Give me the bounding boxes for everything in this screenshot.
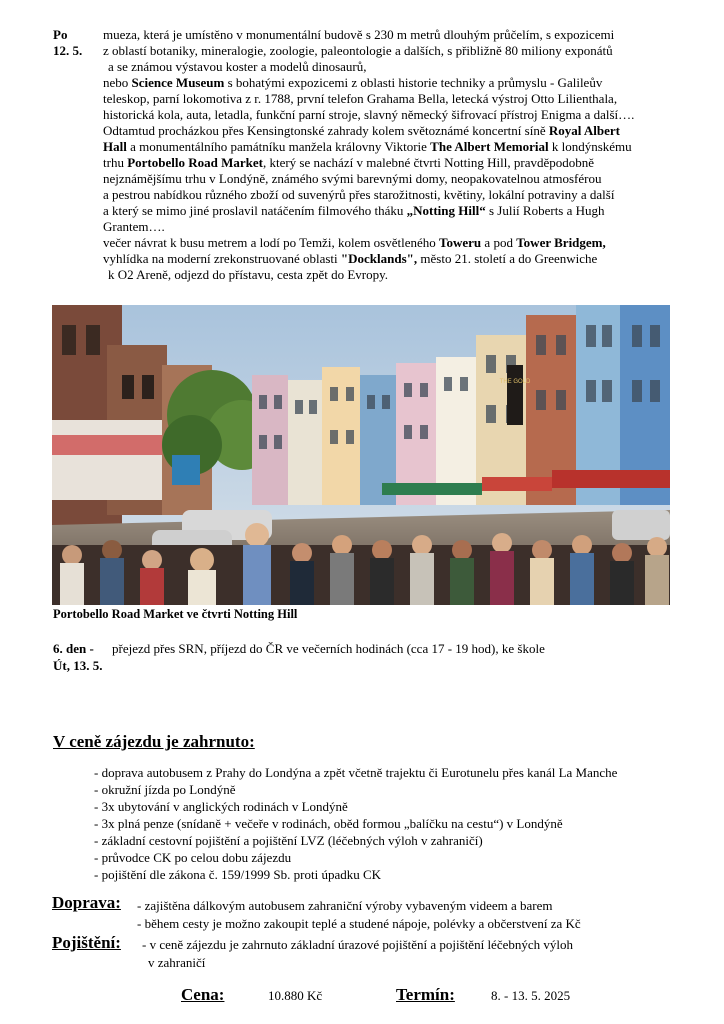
day5-line <box>103 75 634 91</box>
shop-sign-text: THE GOLD <box>499 379 531 385</box>
day5-line <box>103 139 634 155</box>
text-run: a pod <box>481 235 517 250</box>
day5-line <box>103 155 634 171</box>
text-run: a pestrou nabídkou různého zboží od suvenýrů přes starožitnosti, květiny, lokální potraviny a další <box>103 187 615 202</box>
text-run: vyhlídka na moderní zrekonstruované oblasti <box>103 251 341 266</box>
text-run: Grantem…. <box>103 219 165 234</box>
day5-line <box>103 123 634 139</box>
term-value: 8. - 13. 5. 2025 <box>491 988 571 1003</box>
day5-line <box>103 27 634 43</box>
text-run: k O2 Areně, odjezd do přístavu, cesta zpět do Evropy. <box>108 267 389 282</box>
day5-line <box>103 235 634 251</box>
text-run: a monumentálního památníku manžela královny Viktorie <box>126 139 431 154</box>
day5-description <box>103 27 634 283</box>
day6-description: přejezd přes SRN, příjezd do ČR ve večerních hodinách (cca 17 - 19 hod), ke škole <box>112 641 545 656</box>
text-run: trhu <box>103 155 128 170</box>
highlight-royal-albert: Royal Albert <box>548 123 620 138</box>
portobello-photo <box>52 305 670 605</box>
transport-label: Doprava: <box>52 893 121 912</box>
day5-line <box>103 267 634 283</box>
insurance-details <box>142 936 573 972</box>
text-run: mueza, která je umístěno v monumentální budově s 230 m metrů dlouhým průčelím, s expozicemi <box>103 27 615 42</box>
included-item: - 3x ubytování v anglických rodinách v Londýně <box>94 799 348 814</box>
day5-line <box>103 171 634 187</box>
included-item: - základní cestovní pojištění a pojištění LVZ (léčebných výloh v zahraničí) <box>94 833 483 848</box>
term-label: Termín: <box>396 985 455 1004</box>
day5-line <box>103 59 634 75</box>
day5-date: 12. 5. <box>53 43 83 58</box>
day5-label <box>53 27 82 59</box>
text-run: z oblastí botaniky, mineralogie, zoologie, paleontologie a dalších, s přibližně 80 miliony exponátů <box>103 43 613 58</box>
included-list <box>94 764 617 883</box>
day6-label <box>53 640 102 674</box>
included-item: - doprava autobusem z Prahy do Londýna a zpět včetně trajektu či Eurotunelu přes kanál La Manche <box>94 765 618 780</box>
text-run: nejznámějšímu trhu v Londýně, známého svými barevnými domy, neopakovatelnou atmosférou <box>103 171 602 186</box>
day5-line <box>103 107 634 123</box>
highlight-science-museum: Science Museum <box>131 75 225 90</box>
text-run: s bohatými expozicemi z oblasti historie techniky a průmyslu - Galileův <box>224 75 603 90</box>
day5-line <box>103 251 634 267</box>
highlight-albert-memorial: The Albert Memorial <box>430 139 549 154</box>
insurance-label: Pojištění: <box>52 933 121 952</box>
included-item: - okružní jízda po Londýně <box>94 782 236 797</box>
day5-line <box>103 219 634 235</box>
text-run: večer návrat k busu metrem a lodí po Temži, kolem osvětleného <box>103 235 440 250</box>
day5-line <box>103 43 634 59</box>
text-run: historická kola, auta, letadla, funkční parní stroje, slavný německý šifrovací přístroj Enigma a další…. <box>103 107 635 122</box>
highlight-portobello: Portobello Road Market <box>127 155 263 170</box>
text-run: město 21. století a do Greenwiche <box>417 251 598 266</box>
text-run: teleskop, parní lokomotiva z r. 1788, první telefon Grahama Bella, letecká výstroj Otto Lilienthala, <box>103 91 618 106</box>
day5-line <box>103 187 634 203</box>
day5-line <box>103 203 634 219</box>
text-run: a který se mimo jiné proslavil natáčením filmového tháku <box>103 203 407 218</box>
text-run: nebo <box>103 75 132 90</box>
insurance-line: v zahraničí <box>148 955 206 970</box>
text-run: s Julií Roberts a Hugh <box>485 203 605 218</box>
text-run: Odtamtud procházkou přes Kensingtonské zahrady kolem světoznámé koncertní síně <box>103 123 549 138</box>
shop-sign <box>507 365 523 425</box>
day6-number: 6. den - <box>53 641 94 656</box>
text-run: k londýnskému <box>548 139 632 154</box>
day5-line <box>103 91 634 107</box>
insurance-line: - v ceně zájezdu je zahrnuto základní úrazové pojištění a pojištění léčebných výloh <box>142 937 573 952</box>
day6-date: Út, 13. 5. <box>53 658 103 673</box>
text-run: , který se nachází v malebné čtvrti Notting Hill, pravděpodobně <box>262 155 595 170</box>
transport-details <box>137 897 581 933</box>
transport-line: - během cesty je možno zakoupit teplé a studené nápoje, polévky a občerstvení za Kč <box>137 916 581 931</box>
photo-caption: Portobello Road Market ve čtvrti Notting Hill <box>53 607 298 621</box>
day5-weekday: Po <box>53 27 68 42</box>
price-value: 10.880 Kč <box>268 988 323 1003</box>
highlight-notting-hill: „Notting Hill“ <box>406 203 486 218</box>
highlight-tower-bridge: Tower Bridgem, <box>516 235 606 250</box>
highlight-docklands: "Docklands", <box>340 251 418 266</box>
included-item: - pojištění dle zákona č. 159/1999 Sb. proti úpadku CK <box>94 867 382 882</box>
highlight-tower: Toweru <box>439 235 482 250</box>
included-item: - průvodce CK po celou dobu zájezdu <box>94 850 292 865</box>
transport-line: - zajištěna dálkovým autobusem zahraniční výroby vybaveným videem a barem <box>137 898 553 913</box>
street-scene-illustration <box>52 305 670 605</box>
included-title: V ceně zájezdu je zahrnuto: <box>53 732 255 751</box>
included-item: - 3x plná penze (snídaně + večeře v rodinách, oběd formou „balíčku na cestu“) v Londýně <box>94 816 563 831</box>
text-run: a se známou výstavou koster a modelů dinosaurů, <box>108 59 367 74</box>
highlight-hall: Hall <box>103 139 127 154</box>
price-label: Cena: <box>181 985 225 1004</box>
